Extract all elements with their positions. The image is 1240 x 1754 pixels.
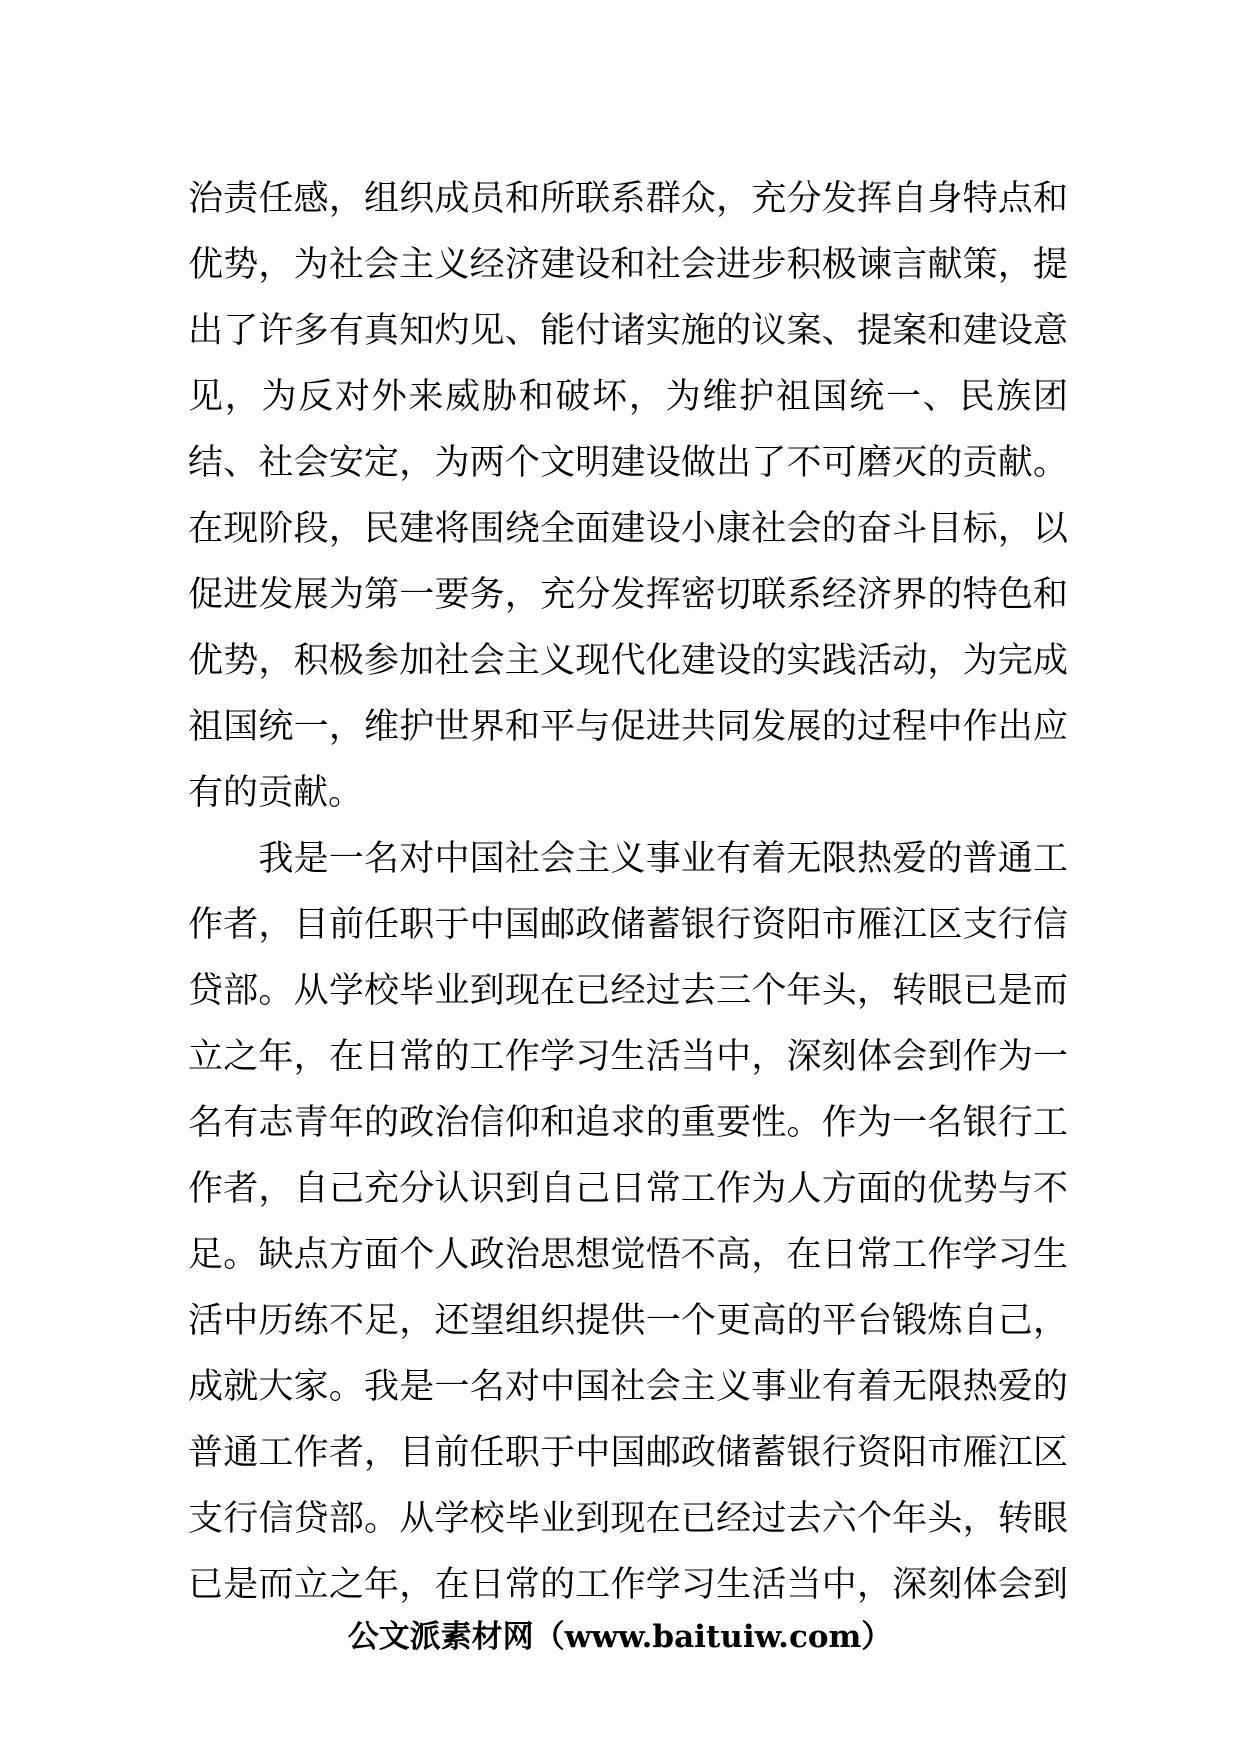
text-line: 治责任感，组织成员和所联系群众，充分发挥自身特点和 — [188, 179, 1068, 219]
text-line: 作者，目前任职于中国邮政储蓄银行资阳市雁江区支行信 — [188, 905, 1068, 945]
text-line: 在现阶段，民建将围绕全面建设小康社会的奋斗目标，以 — [188, 509, 1068, 549]
text-line: 促进发展为第一要务，充分发挥密切联系经济界的特色和 — [188, 575, 1068, 615]
text-line: 优势，为社会主义经济建设和社会进步积极谏言献策，提 — [188, 245, 1068, 285]
text-line: 支行信贷部。从学校毕业到现在已经过去六个年头，转眼 — [188, 1499, 1068, 1539]
text-line: 祖国统一，维护世界和平与促进共同发展的过程中作出应 — [188, 707, 1068, 747]
text-line: 出了许多有真知灼见、能付诸实施的议案、提案和建设意 — [188, 311, 1068, 351]
text-line: 立之年，在日常的工作学习生活当中，深刻体会到作为一 — [188, 1037, 1068, 1077]
text-line: 活中历练不足，还望组织提供一个更高的平台锻炼自己， — [188, 1301, 1068, 1341]
page-footer: 公文派素材网（www.baituiw.com） — [347, 1619, 893, 1655]
body-text — [188, 166, 1068, 1618]
text-line: 作者，自己充分认识到自己日常工作为人方面的优势与不 — [188, 1169, 1068, 1209]
text-line: 成就大家。我是一名对中国社会主义事业有着无限热爱的 — [188, 1367, 1068, 1407]
text-line: 已是而立之年，在日常的工作学习生活当中，深刻体会到 — [188, 1565, 1068, 1605]
text-line: 优势，积极参加社会主义现代化建设的实践活动，为完成 — [188, 641, 1068, 681]
text-line: 见，为反对外来威胁和破坏，为维护祖国统一、民族团 — [188, 377, 1068, 417]
text-line: 名有志青年的政治信仰和追求的重要性。作为一名银行工 — [188, 1103, 1068, 1143]
text-line: 足。缺点方面个人政治思想觉悟不高，在日常工作学习生 — [188, 1235, 1068, 1275]
text-line: 结、社会安定，为两个文明建设做出了不可磨灭的贡献。 — [188, 443, 1068, 483]
text-line: 有的贡献。 — [188, 773, 364, 813]
text-line: 我是一名对中国社会主义事业有着无限热爱的普通工 — [188, 839, 1068, 879]
text-line: 贷部。从学校毕业到现在已经过去三个年头，转眼已是而 — [188, 971, 1068, 1011]
text-line: 普通工作者，目前任职于中国邮政储蓄银行资阳市雁江区 — [188, 1433, 1068, 1473]
